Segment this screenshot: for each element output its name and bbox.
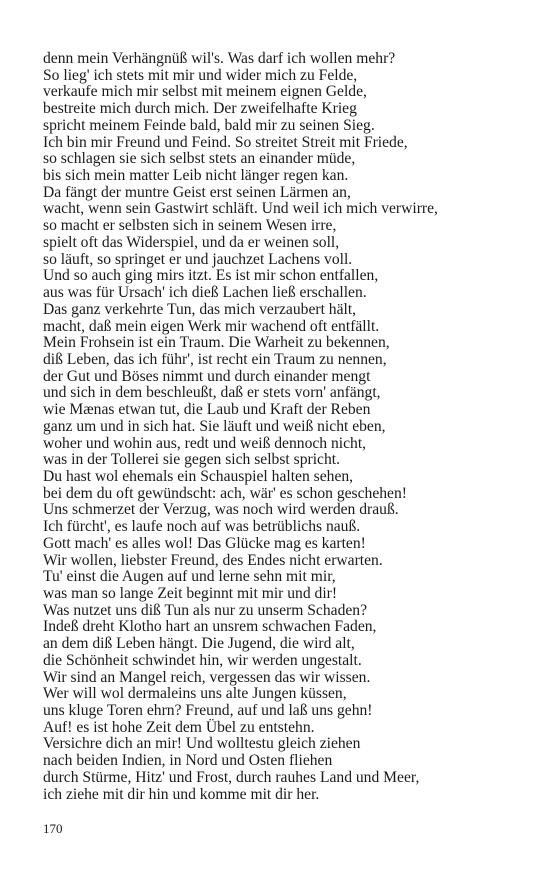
verse-line: bestreite mich durch mich. Der zweifelhafte Krieg — [43, 100, 357, 118]
verse-line: was man so lange Zeit beginnt mit mir und dir! — [43, 585, 338, 602]
verse-line: spricht meinem Feinde bald, bald mir zu seinen Sieg. — [43, 116, 375, 134]
verse-line: der Gut und Böses nimmt und durch einander mengt — [43, 367, 371, 385]
verse-line: Was nutzet uns diß Tun als nur zu unserm Schaden? — [43, 601, 368, 619]
verse-line: diß Leben, das ich führ', ist recht ein Traum zu nennen, — [43, 350, 387, 368]
verse-line: aus was für Ursach' ich dieß Lachen ließ erschallen. — [43, 284, 367, 302]
verse-line: Du hast wol ehemals ein Schauspiel halten sehen, — [43, 467, 354, 485]
verse-line: Mein Frohsein ist ein Traum. Die Warheit zu bekennen, — [43, 334, 390, 352]
verse-line: Gott mach' es alles wol! Das Glücke mag es karten! — [43, 534, 366, 552]
verse-line: nach beiden Indien, in Nord und Osten fliehen — [43, 752, 333, 770]
verse-line: bis sich mein matter Leib nicht länger regen kan. — [43, 167, 349, 185]
verse-line: wacht, wenn sein Gastwirt schläft. Und weil ich mich verwirre, — [43, 200, 438, 218]
verse-line: Ich bin mir Freund und Feind. So streitet Streit mit Friede, — [43, 133, 408, 151]
verse-line: die Schönheit schwindet hin, wir werden ungestalt. — [43, 651, 362, 669]
verse-line: so schlagen sie sich selbst stets an einander müde, — [43, 150, 356, 168]
poem-text-block — [43, 51, 523, 803]
verse-line: wie Mænas etwan tut, die Laub und Kraft der Reben — [43, 401, 371, 419]
verse-line: ich ziehe mit dir hin und komme mit dir her. — [43, 785, 320, 803]
page-number: 170 — [43, 821, 63, 836]
verse-line: uns kluge Toren ehrn? Freund, auf und laß uns gehn! — [43, 702, 373, 720]
verse-line: so läuft, so springet er und jauchzet Lachens voll. — [43, 250, 353, 268]
verse-line: Das ganz verkehrte Tun, das mich verzaubert hält, — [43, 300, 357, 318]
verse-line: was in der Tollerei sie gegen sich selbst spricht. — [43, 451, 340, 469]
verse-line: So lieg' ich stets mit mir und wider mich zu Felde, — [43, 66, 358, 84]
verse-line: Tu' einst die Augen auf und lerne sehn mit mir, — [43, 568, 336, 586]
verse-line: verkaufe mich mir selbst mit meinem eignen Gelde, — [43, 83, 367, 101]
verse-line: woher und wohin aus, redt und weiß dennoch nicht, — [43, 434, 367, 452]
verse-line: Indeß dreht Klotho hart an unsrem schwachen Faden, — [43, 618, 377, 636]
verse-line: so macht er selbsten sich in seinem Wesen irre, — [43, 217, 337, 235]
verse-line: Wir wollen, liebster Freund, des Endes nicht erwarten. — [43, 551, 383, 569]
verse-line: Versichre dich an mir! Und wolltestu gleich ziehen — [43, 735, 361, 753]
verse-line: Uns schmerzet der Verzug, was noch wird werden drauß. — [43, 501, 399, 519]
verse-line: ganz um und in sich hat. Sie läuft und weiß nicht eben, — [43, 417, 386, 435]
verse-line: Und so auch ging mirs itzt. Es ist mir schon entfallen, — [43, 267, 379, 285]
verse-line: denn mein Verhängnüß wil's. Was darf ich wollen mehr? — [43, 50, 396, 67]
verse-line: an dem diß Leben hängt. Die Jugend, die wird alt, — [43, 635, 355, 653]
verse-line: und sich in dem beschleußt, daß er stets vorn' anfängt, — [43, 384, 381, 402]
verse-line: Ich fürcht', es laufe noch auf was betrüblichs nauß. — [43, 518, 361, 536]
verse-line: Auf! es ist hohe Zeit dem Übel zu entstehn. — [43, 718, 315, 736]
verse-line: macht, daß mein eigen Werk mir wachend oft entfällt. — [43, 317, 380, 335]
verse-line: Wir sind an Mangel reich, vergessen das wir wissen. — [43, 668, 371, 686]
verse-line: Wer will wol dermaleins uns alte Jungen küssen, — [43, 685, 347, 703]
verse-line: spielt oft das Widerspiel, und da er weinen soll, — [43, 233, 340, 251]
verse-line: Da fängt der muntre Geist erst seinen Lärmen an, — [43, 183, 351, 201]
verse-line: bei dem du oft gewündscht: ach, wär' es schon geschehen! — [43, 484, 407, 502]
verse-line: durch Stürme, Hitz' und Frost, durch rauhes Land und Meer, — [43, 768, 420, 786]
